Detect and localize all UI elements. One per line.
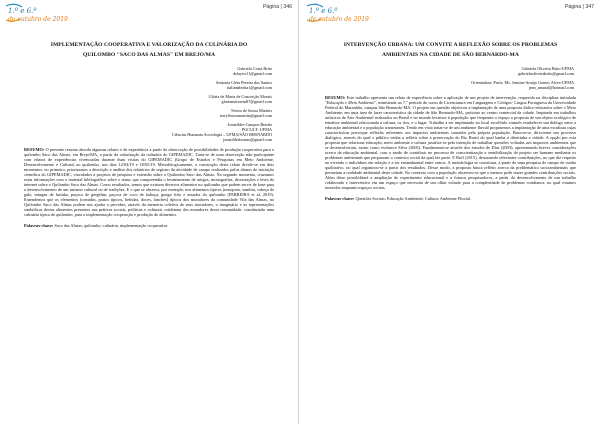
svg-text:1.º e 6.º: 1.º e 6.º xyxy=(8,7,37,15)
course-name: Educação e Meio Ambiente xyxy=(326,100,375,105)
abstract xyxy=(24,147,274,217)
svg-text:1.º e 6.º: 1.º e 6.º xyxy=(309,7,338,15)
keywords xyxy=(325,196,576,201)
page-347 xyxy=(301,0,600,424)
event-logo xyxy=(305,2,379,24)
author-name: Orientadora: Profa. Ms. Jeanine Araújo Gomes Alves-UFMA xyxy=(471,80,574,85)
author-email: terrySousamartins@gmail.com xyxy=(219,113,272,118)
page-number: Página | 347 xyxy=(564,4,594,10)
author-name: Gabriela Oliveira Brito-UFMA xyxy=(521,66,574,71)
page-number: Página | 346 xyxy=(262,4,292,10)
keywords xyxy=(24,223,274,228)
author-email: gabrielaoliveirabrito@gmail.com xyxy=(518,71,574,76)
author-name: Tereza de Sousa Martins xyxy=(230,108,272,113)
author-name: Glória de Maria de Conceição Morais xyxy=(208,94,272,99)
author-email: italianabritta1@gmail.com xyxy=(227,85,272,90)
abstract-text: O presente resumo aborda algumas relatos e de experiência a partir da observação de possibilidades de produção cooperativa para o quilombo Saco das Almas, em Brejo/MA, a partir da valorização da culinária do GIPEMADIC. Trata-se de uma observação não-participante com relatos de experiências vivenciadas durante duas visitas do GIPEMADIC (Grupo de Estudos e Pesquisas em Meio Ambiente, Desenvolvimento e Cultura) ao quilombo, nos dias 12/04/19 e 18/05/19. Metodologicamente, a construção deste relato divide-se em dois momentos: no primeiro, priorizamos a descrição e análise dos relatórios de registro da atividade de campo realizados pelos alunos de iniciação científica do GIPEMADIC, vinculados a projetos de pesquisa e extensão sobre o Quilombo Saco das Almas. No segundo momento, cruzamos estas informações com o material bibliográfico sobre o tema; que compreendia o levantamento de artigos, monografias, dissertações e teses de internet sobre o Quilombo Saco das Almas. Como resultados, temos que existem diversos alimentos no quilombo que podem servir de base para o desenvolvimento de um turismo cultural ou de tradições. E o que se observa, por exemplo, nos alimentos típicos (mesquita, xambiu, cabeça de galo, mingau de farinha, paçoca de gergelim, paçoca de coco de babaçu, gongo frito e assados do quilombo (FERREIRA et al, 2019). Entendemos que os elementos (comidas, pratos típicos, bebidas, doces, lanches) típicos dos moradores da comunidade Vila das Almas, no Quilombo Saco das Almas podem nos ajudar a perceber, através da memória coletiva de seus moradores, o imaginário e as representações simbólicas destas alimentos presentes nas práticas sociais, políticas e culturais cotidianas dos moradores desta comunidade, constituindo uma culinária típica do quilombo, para a implementação cooperação e produção de alimentos. xyxy=(24,147,275,217)
paper-title-line-2: AMBIENTAIS NA CIDADE DE SÃO BERNARDO-MA xyxy=(382,52,519,58)
author-entry xyxy=(0,94,272,104)
abstract-text-start: Este trabalho apresenta um relato de experiência sobre a aplicação de um projeto de intervenção, requerido na disciplina intitulada " xyxy=(325,95,576,105)
author-department: Ciências Humanas Sociologia – UFMA/SÃO BERNARDO xyxy=(171,132,272,137)
svg-text:de outubro de 2019: de outubro de 2019 xyxy=(309,16,369,23)
keywords-text: Saco das Almas; quilombo; culinária; implementação cooperativa. xyxy=(54,223,169,228)
author-email: delayrts11@gmail.com xyxy=(233,71,272,76)
abstract xyxy=(325,95,576,190)
abstract-label: RESUMO: xyxy=(24,147,45,152)
abstract-text-end: ", ministrada no 7.º período do curso de Licenciatura em Linguagens e Códigos- Língua Portuguesa da Universidade Federal do Maranhão, campus São Bernardo-MA. O projeto em questão objetivou a implantação de uma proposta lúdico-educativa sobre o Meio Ambiente, em uma área de lazer característica da cidade de São Bernardo-MA, próximo ao centro comercial da cidade. Inspirada em trabalhos artísticos de Arte Ambiental realizados no Brasil e no mundo levamos à população que frequenta o espaço a proposta de um objeto ecológico de temática ambiental relacionada a cultura, os rios, e o lugar. Trabalho a ser implantado no local escolhido visando estabelecer um diálogo entre a educação ambiental e a população transeuntes. Tendo em vista tratar-se de um ambiente fluvial propusemos a implantação de uma escultura cujas características provoque reflexão referentes aos impactos ambientais causados pela própria população. Buscou-se, direcionar um processo dialógico, através do qual o público venha a refletir sobre a preservação do Rio Buriti do qual banha a ribeirinha e cidade. A opção por esta proposta que relaciona educação, meio ambiente e cultura justifica-se pela intenção de trabalhar questões voltadas aos impactos ambientais que se desenvolveram, assim como esclarece Silva (2005). Fundamenta-se através dos estudos de Dias (2003), apresentando breves considerações acerca da educação ambiental, com o modo de contribuir no processo de conscientização e sensibilização do projeto ser humano mediante os problemas ambientais que perpassam o contexto social da qual faz parte. E Boff (2015), destacando relevantes contribuições, no que diz respeito ao vivendo o individuos em relação e a ser ensambiental entre outros. A metodologia se constituiu, a partir de uma pesquisa de campo de cunho qualitativo, no qual organizou-se a partir dos resultados. Desse modo, a proposta busca refletir acerca da problemática socioambientais que permeiam a realidade ambiental deste cidade. No contexto com a população observou-se que o mesmo pode trazer grandes contribuições sociais. Além disso possibilitará a ampliação do experimento educacional e a futuros pesquisadores, a partir do desenvolvimento de um trabalho colaborado e interventivo em um espaço que necessita de um olhar voltado para a complexidade de problemas cotidianos, no qual estamos inseridos enquanto espaços sociais. xyxy=(325,100,576,190)
author-list xyxy=(301,66,574,90)
author-email: gloriamariavm87@gmail.com xyxy=(221,99,272,104)
author-entry xyxy=(0,66,272,76)
author-list xyxy=(0,66,272,142)
page-header xyxy=(0,0,298,30)
author-name: Jonatildes Campos Brasão xyxy=(227,122,272,127)
page-346 xyxy=(0,0,299,424)
abstract-label: RESUMO: xyxy=(325,95,346,100)
author-entry xyxy=(0,108,272,118)
paper-title xyxy=(22,40,276,60)
author-entry xyxy=(0,80,272,90)
paper-title-line-2: QUILOMBO "SACO DAS ALMAS" EM BREJO/MA xyxy=(82,52,216,58)
author-name: Anttonia Cléia Pereira dos Santos xyxy=(215,80,272,85)
keywords-label: Palavras-chave: xyxy=(24,223,54,228)
author-entry xyxy=(301,66,574,76)
paper-title-line-1: IMPLEMENTAÇÃO COOPERATIVA E VALORIZAÇÃO DA CULINÁRIA DO xyxy=(50,42,248,48)
author-affiliation: PGCULT- UFMA xyxy=(241,127,272,132)
author-email: jean_amaral@hotmail.com xyxy=(528,85,574,90)
author-entry xyxy=(0,122,272,142)
author-email: jonatildesbrasao@gmail.com xyxy=(223,137,272,142)
author-name: Gabriela Costa Brito xyxy=(237,66,272,71)
event-logo xyxy=(4,2,78,24)
paper-title-line-1: INTERVENÇÃO URBANA: UM CONVITE A REFLEXÃO SOBRE OS PROBLEMAS xyxy=(343,42,558,48)
svg-text:de outubro de 2019: de outubro de 2019 xyxy=(8,16,68,23)
keywords-text: Questões Sociais; Educação Ambiental; Cultura; Ambiente Fluvial. xyxy=(355,196,472,201)
paper-title xyxy=(323,40,578,60)
page-header xyxy=(301,0,600,30)
author-entry xyxy=(301,80,574,90)
keywords-label: Palavras-chave: xyxy=(325,196,355,201)
